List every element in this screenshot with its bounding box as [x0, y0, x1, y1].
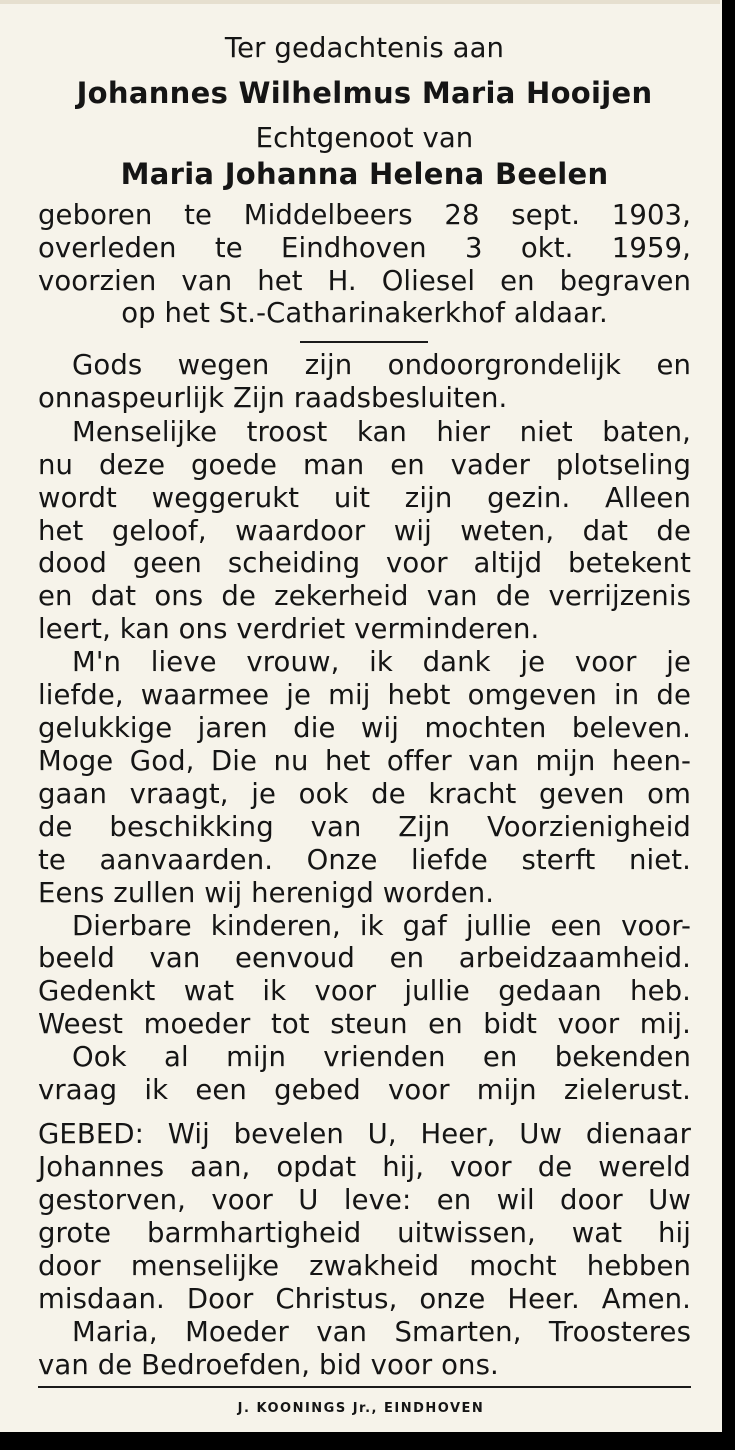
- body-line: nu deze goede man en vader plotseling: [38, 449, 691, 481]
- detail-line: geboren te Middelbeers 28 sept. 1903,: [38, 199, 691, 231]
- body-line: M'n lieve vrouw, ik dank je voor je: [72, 646, 691, 678]
- spouse-name: Maria Johanna Helena Beelen: [120, 157, 609, 191]
- detail-line: overleden te Eindhoven 3 okt. 1959,: [38, 232, 691, 264]
- body-line: Menselijke troost kan hier niet baten,: [72, 416, 691, 448]
- body-line: Eens zullen wij herenigd worden.: [38, 877, 495, 909]
- body-line: te aanvaarden. Onze liefde sterft niet.: [38, 844, 691, 876]
- deceased-name: Johannes Wilhelmus Maria Hooijen: [76, 76, 653, 110]
- body-line: Moge God, Die nu het offer van mijn heen-: [38, 745, 691, 777]
- detail-line: voorzien van het H. Oliesel en begraven: [38, 265, 691, 297]
- body-line: dood geen scheiding voor altijd betekent: [38, 547, 691, 579]
- body-line: Ook al mijn vrienden en bekenden: [72, 1041, 691, 1073]
- body-line: leert, kan ons verdriet verminderen.: [38, 613, 540, 645]
- printer-credit: J. KOONINGS Jr., EINDHOVEN: [237, 1401, 485, 1416]
- body-line: Gods wegen zijn ondoorgrondelijk en: [72, 349, 691, 381]
- prayer-line: misdaan. Door Christus, onze Heer. Amen.: [38, 1283, 691, 1315]
- body-line: vraag ik een gebed voor mijn zielerust.: [38, 1074, 691, 1106]
- body-line: het geloof, waardoor wij weten, dat de: [38, 515, 691, 547]
- spouse-label: Echtgenoot van: [255, 122, 474, 154]
- body-line: onnaspeurlijk Zijn raadsbesluiten.: [38, 382, 508, 414]
- footer-rule: [38, 1386, 691, 1388]
- prayer-line: gestorven, voor U leve: en wil door Uw: [38, 1184, 691, 1216]
- intro-text: Ter gedachtenis aan: [224, 32, 505, 64]
- divider: [300, 341, 428, 343]
- prayer-line: van de Bedroefden, bid voor ons.: [38, 1349, 499, 1381]
- prayer-line: GEBED: Wij bevelen U, Heer, Uw dienaar: [38, 1118, 691, 1150]
- body-line: liefde, waarmee je mij hebt omgeven in de: [38, 679, 691, 711]
- body-line: Weest moeder tot steun en bidt voor mij.: [38, 1008, 691, 1040]
- prayer-line: grote barmhartigheid uitwissen, wat hij: [38, 1217, 691, 1249]
- prayer-line: Johannes aan, opdat hij, voor de wereld: [38, 1151, 691, 1183]
- prayer-line: Maria, Moeder van Smarten, Troosteres: [72, 1316, 691, 1348]
- body-line: en dat ons de zekerheid van de verrijzenis: [38, 580, 691, 612]
- body-line: Dierbare kinderen, ik gaf jullie een voor-: [72, 910, 691, 942]
- body-line: beeld van eenvoud en arbeidzaamheid.: [38, 942, 691, 974]
- detail-line: op het St.-Catharinakerkhof aldaar.: [121, 297, 608, 329]
- prayer-line: door menselijke zwakheid mocht hebben: [38, 1250, 691, 1282]
- body-line: wordt weggerukt uit zijn gezin. Alleen: [38, 482, 691, 514]
- body-line: gaan vraagt, je ook de kracht geven om: [38, 778, 691, 810]
- body-line: de beschikking van Zijn Voorzienigheid: [38, 811, 691, 843]
- body-line: Gedenkt wat ik voor jullie gedaan heb.: [38, 975, 691, 1007]
- body-line: gelukkige jaren die wij mochten beleven.: [38, 712, 691, 744]
